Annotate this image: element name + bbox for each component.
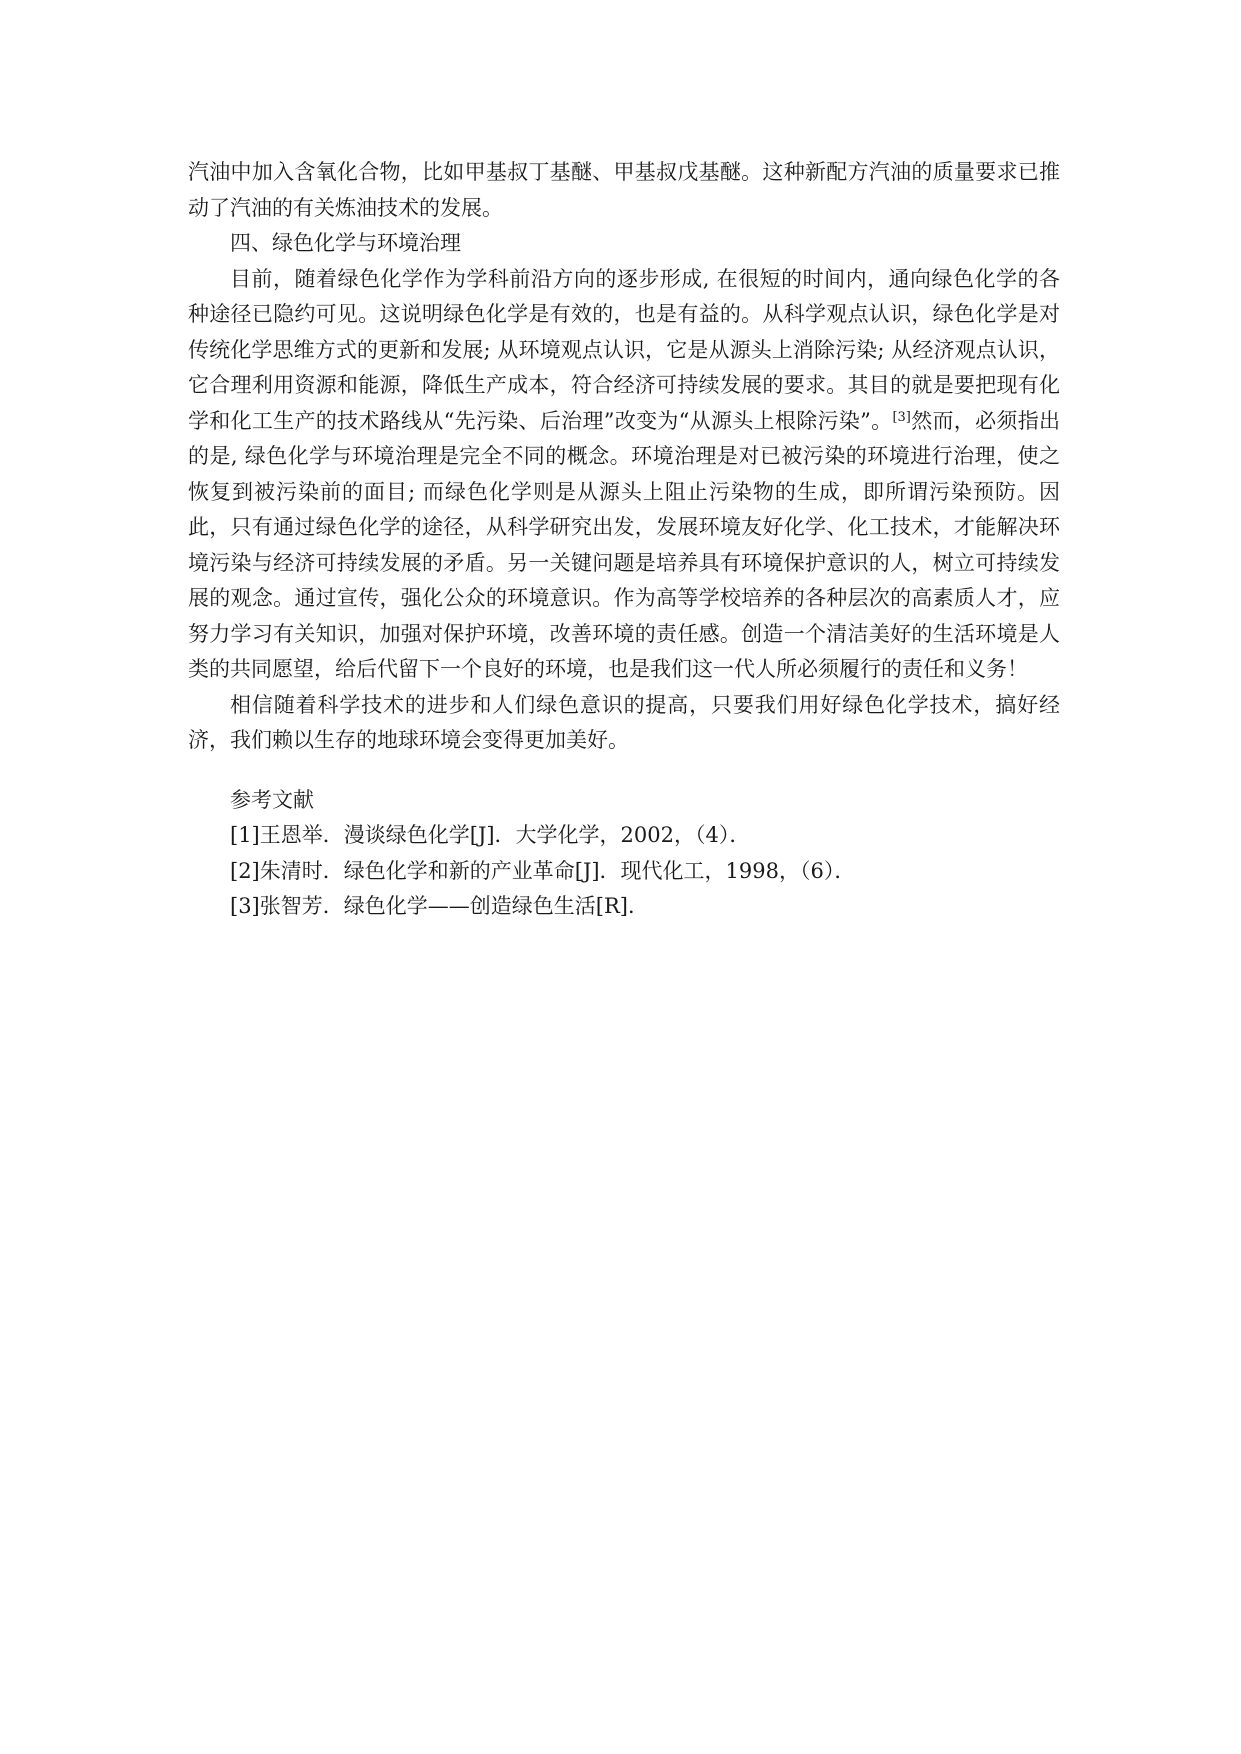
reference-item: [2]朱清时．绿色化学和新的产业革命[J]．现代化工，1998，（6）． xyxy=(230,858,856,883)
document-page xyxy=(188,155,1060,925)
references-gap xyxy=(188,759,1060,783)
reference-item: [3]张智芳．绿色化学——创造绿色生活[R]． xyxy=(230,894,649,918)
reference-item: [1]王恩举．漫谈绿色化学[J]．大学化学，2002，（4）． xyxy=(230,823,751,847)
paragraph-main-part1: 目前，随着绿色化学作为学科前沿方向的逐步形成, 在很短的时间内，通向绿色化学的各种途径已隐约可见。这说明绿色化学是有效的，也是有益的。从科学观点认识，绿色化学是对传统化学思维方式的更新和发展; 从环境观点认识，它是从源头上消除污染; 从经济观点认识，它合理利用资源和能源，降低生产成本，符合经济可持续发展的要求。其目的就是要把现有化学和化工生产的技术路线从“先污染、后治理”改变为“从源头上根除污染”。 xyxy=(188,266,1060,433)
references-title: 参考文献 xyxy=(230,787,314,812)
paragraph-closing: 相信随着科学技术的进步和人们绿色意识的提高，只要我们用好绿色化学技术，搞好经济，我们赖以生存的地球环境会变得更加美好。 xyxy=(188,692,1060,752)
paragraph-main-part2: 然而，必须指出的是, 绿色化学与环境治理是完全不同的概念。环境治理是对已被污染的环境进行治理，使之恢复到被污染前的面目; 而绿色化学则是从源头上阻止污染物的生成，即所谓污染预防。因此，只有通过绿色化学的途径，从科学研究出发，发展环境友好化学、化工技术，才能解决环境污染与经济可持续发展的矛盾。另一关键问题是培养具有环境保护意识的人，树立可持续发展的观念。通过宣传，强化公众的环境意识。作为高等学校培养的各种层次的高素质人才，应努力学习有关知识，加强对保护环境，改善环境的责任感。创造一个清洁美好的生活环境是人类的共同愿望，给后代留下一个良好的环境，也是我们这一代人所必须履行的责任和义务！ xyxy=(188,408,1060,681)
paragraph-continuation: 汽油中加入含氧化合物，比如甲基叔丁基醚、甲基叔戊基醚。这种新配方汽油的质量要求已推动了汽油的有关炼油技术的发展。 xyxy=(188,160,1060,220)
section-heading: 四、绿色化学与环境治理 xyxy=(230,231,461,255)
citation-marker: [3] xyxy=(892,409,911,425)
paragraph-main xyxy=(188,262,1060,688)
